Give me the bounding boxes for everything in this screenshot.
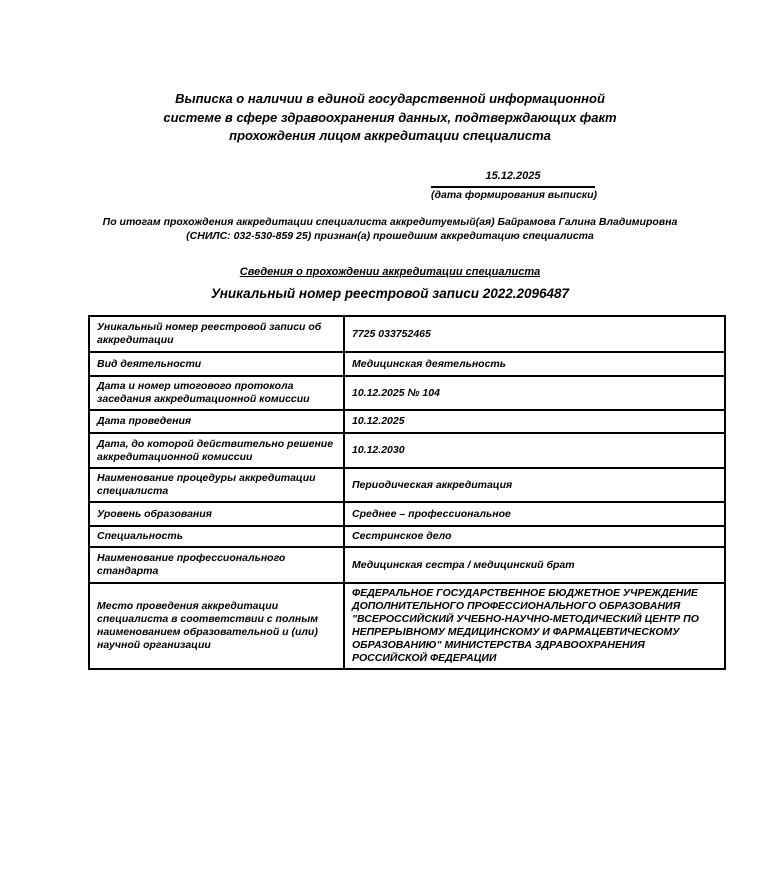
intro-paragraph: По итогам прохождения аккредитации специалиста аккредитуемый(ая) Байрамова Галина Владимировна (СНИЛС: 032-530-859 25) признан(а) прошедшим аккредитацию специалиста xyxy=(102,216,678,242)
row-value: 10.12.2030 xyxy=(344,433,725,468)
row-value: 10.12.2025 xyxy=(344,410,725,433)
row-value: Среднее – профессиональное xyxy=(344,502,725,526)
table-row xyxy=(89,526,725,547)
row-value: 7725 033752465 xyxy=(344,316,725,352)
row-label: Наименование профессионального стандарта xyxy=(89,547,344,583)
row-label: Дата, до которой действительно решение аккредитационной комиссии xyxy=(89,433,344,468)
row-value: Периодическая аккредитация xyxy=(344,468,725,502)
section-heading: Сведения о прохождении аккредитации специалиста xyxy=(239,266,541,278)
document-title-text: Выписка о наличии в единой государственной информационной системе в сфере здравоохранения данных, подтверждающих факт прохождения лицом аккредитации специалиста xyxy=(163,91,617,143)
row-value: Медицинская сестра / медицинский брат xyxy=(344,547,725,583)
row-label: Вид деятельности xyxy=(89,352,344,376)
registry-number-line: Уникальный номер реестровой записи 2022.2096487 xyxy=(210,286,570,301)
table-row xyxy=(89,433,725,468)
table-row xyxy=(89,547,725,583)
table-row xyxy=(89,502,725,526)
accreditation-table xyxy=(88,315,726,670)
row-value: ФЕДЕРАЛЬНОЕ ГОСУДАРСТВЕННОЕ БЮДЖЕТНОЕ УЧРЕЖДЕНИЕ ДОПОЛНИТЕЛЬНОГО ПРОФЕССИОНАЛЬНОГО ОБРАЗОВАНИЯ "ВСЕРОССИЙСКИЙ УЧЕБНО-НАУЧНО-МЕТОДИЧЕСКИЙ ЦЕНТР ПО НЕПРЕРЫВНОМУ МЕДИЦИНСКОМУ И ФАРМАЦЕВТИЧЕСКОМУ ОБРАЗОВАНИЮ" МИНИСТЕРСТВА ЗДРАВООХРАНЕНИЯ РОССИЙСКОЙ ФЕДЕРАЦИИ xyxy=(344,583,725,669)
row-value: Сестринское дело xyxy=(344,526,725,547)
row-label: Дата и номер итогового протокола заседания аккредитационной комиссии xyxy=(89,376,344,410)
document-title xyxy=(0,90,780,146)
row-label: Наименование процедуры аккредитации специалиста xyxy=(89,468,344,502)
table-row xyxy=(89,410,725,433)
row-value: 10.12.2025 № 104 xyxy=(344,376,725,410)
issue-date-caption: (дата формирования выписки) xyxy=(431,189,598,201)
row-value: Медицинская деятельность xyxy=(344,352,725,376)
table-row xyxy=(89,352,725,376)
table-row xyxy=(89,468,725,502)
table-row xyxy=(89,583,725,669)
issue-date: 15.12.2025 xyxy=(431,169,595,188)
table-row xyxy=(89,316,725,352)
row-label: Дата проведения xyxy=(89,410,344,433)
row-label: Место проведения аккредитации специалиста в соответствии с полным наименованием образовательной и (или) научной организации xyxy=(89,583,344,669)
row-label: Специальность xyxy=(89,526,344,547)
table-row xyxy=(89,376,725,410)
row-label: Уникальный номер реестровой записи об аккредитации xyxy=(89,316,344,352)
row-label: Уровень образования xyxy=(89,502,344,526)
issue-date-block xyxy=(431,169,598,202)
